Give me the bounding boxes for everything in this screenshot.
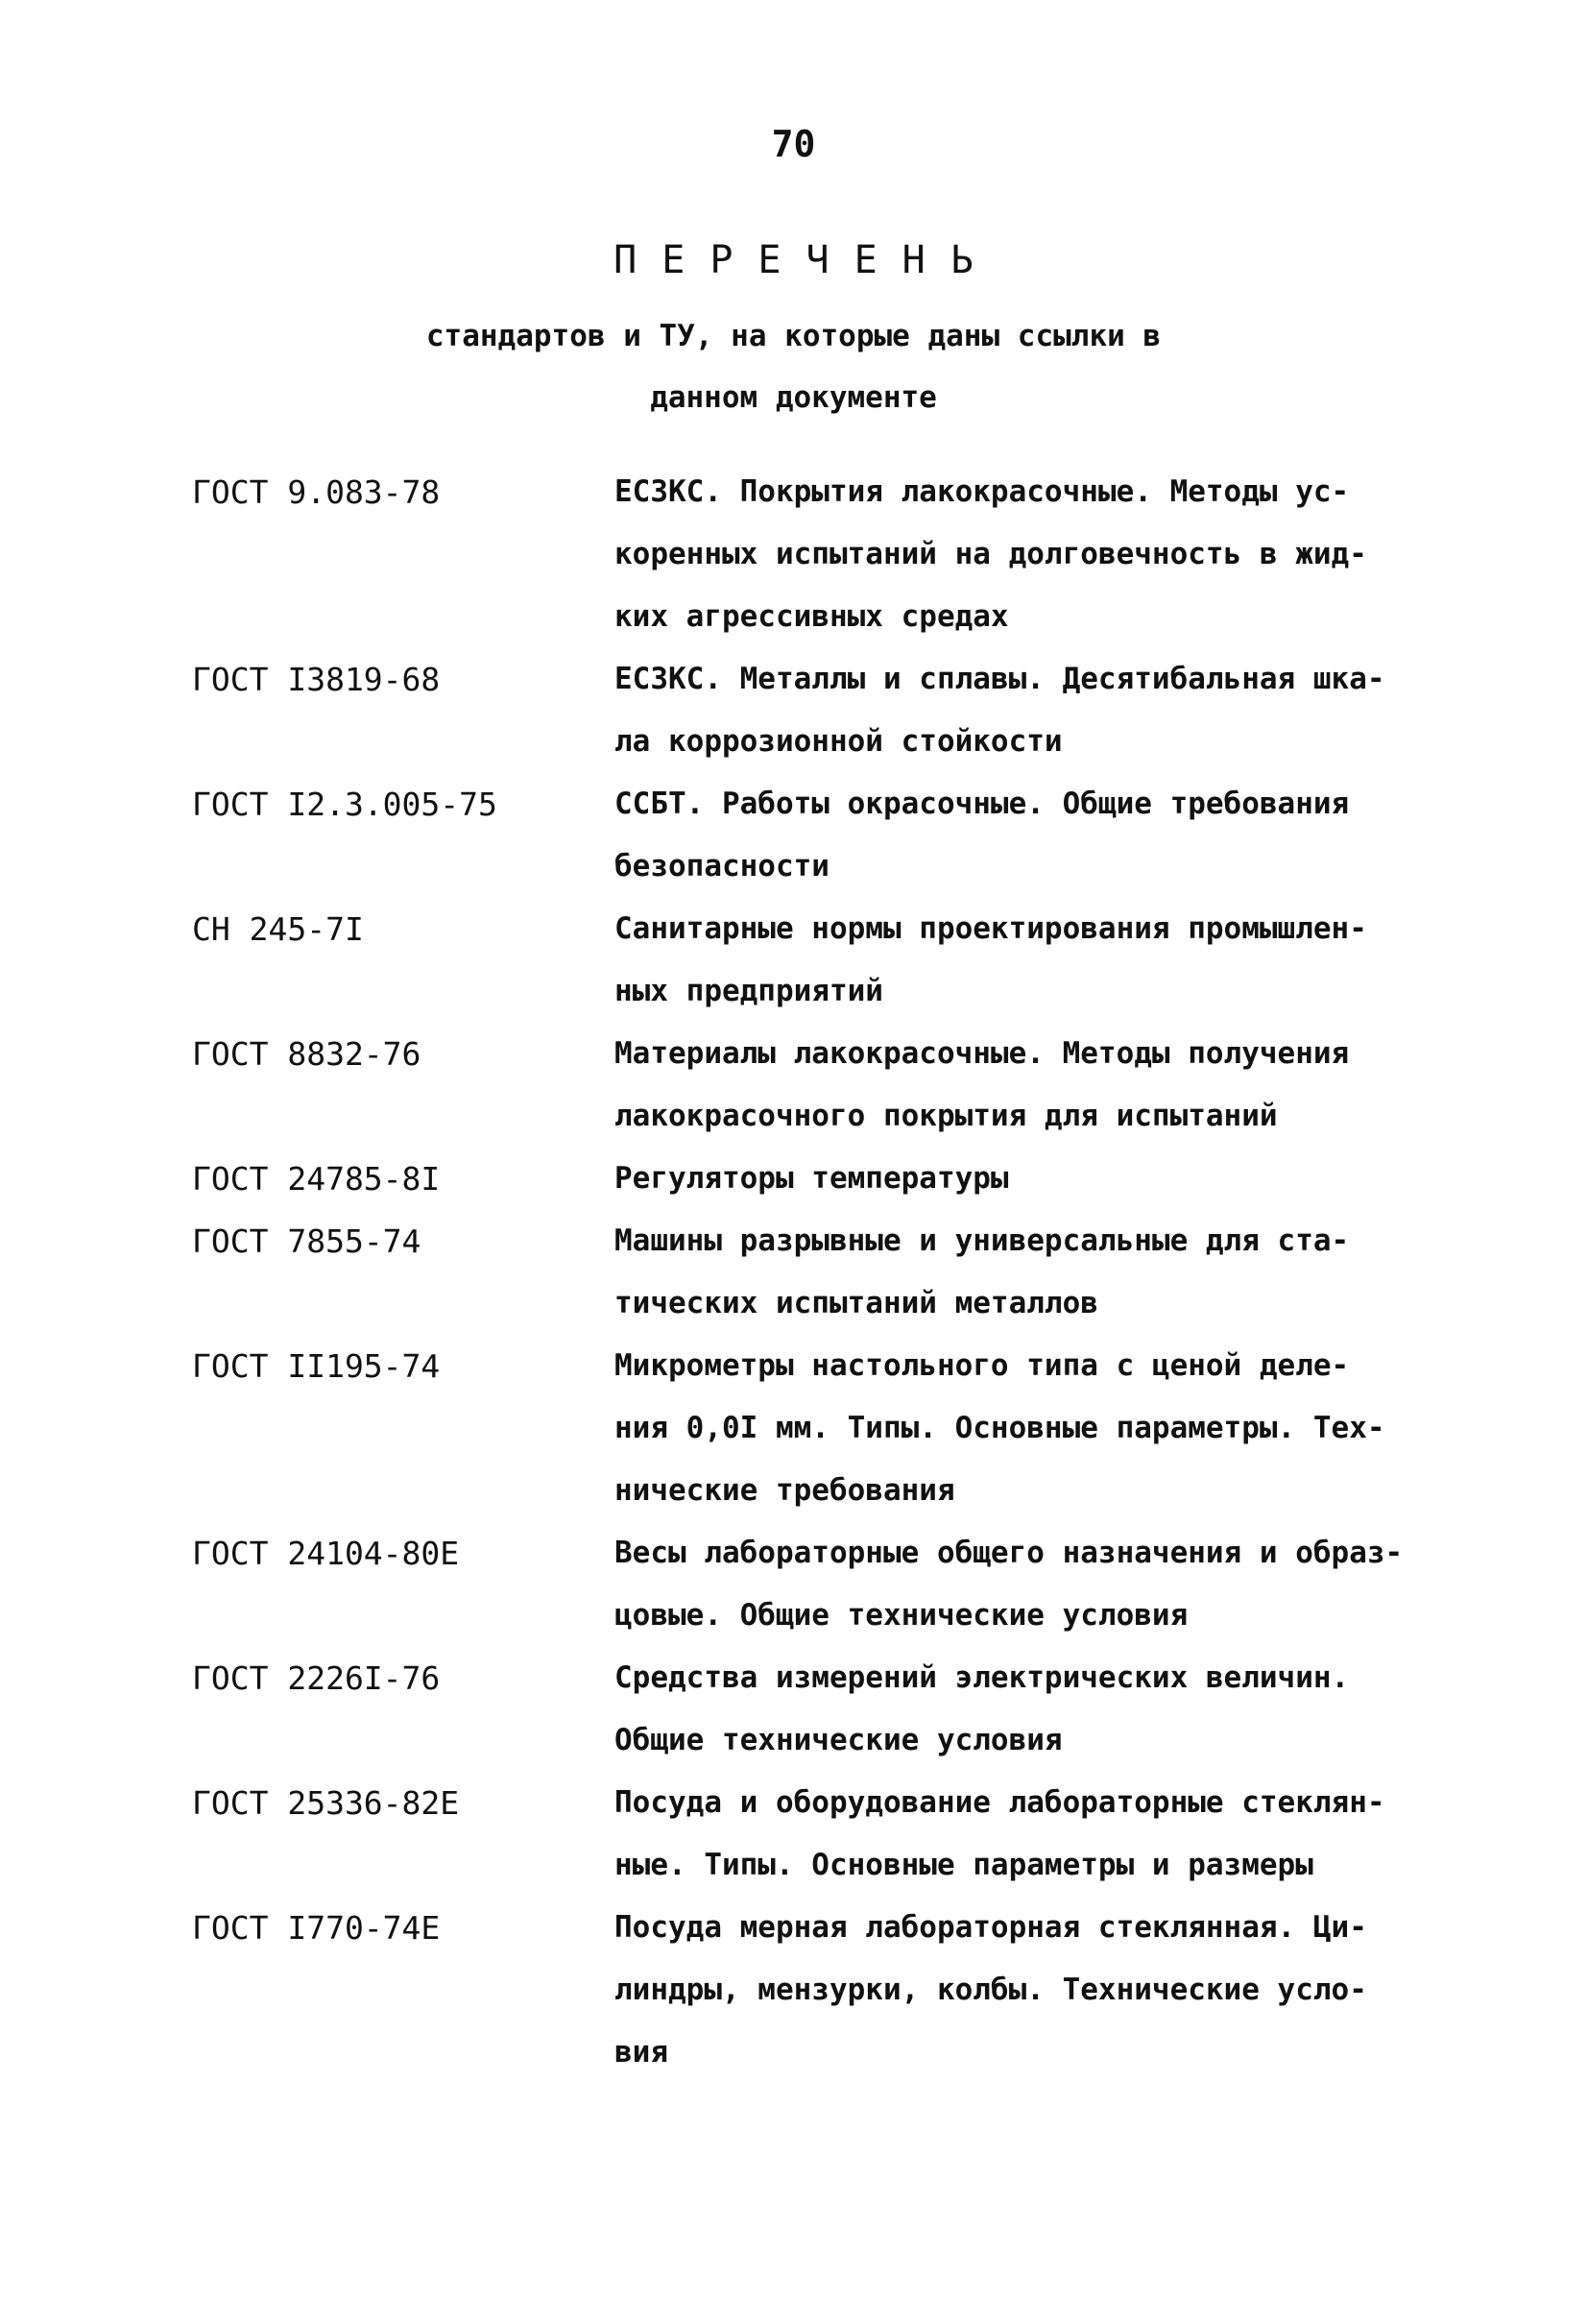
reference-description-line: ких агрессивных средах xyxy=(614,599,1009,634)
reference-description-line: нические требования xyxy=(614,1473,955,1508)
reference-code: ГОСТ 24785-8I xyxy=(192,1160,441,1198)
reference-row xyxy=(192,1522,1479,1647)
reference-description-line: Микрометры настольного типа с ценой деле- xyxy=(614,1348,1350,1383)
reference-row xyxy=(192,461,1479,648)
reference-description xyxy=(614,1772,1479,1897)
reference-description-line: ССБТ. Работы окрасочные. Общие требования xyxy=(614,787,1350,821)
reference-code: ГОСТ 7855-74 xyxy=(192,1223,421,1260)
reference-description xyxy=(614,1210,1479,1335)
reference-description-line: вия xyxy=(614,2035,668,2070)
references-list xyxy=(192,461,1479,2084)
reference-description xyxy=(614,1148,1479,1210)
reference-description-line: ния 0,0I мм. Типы. Основные параметры. Тех- xyxy=(614,1411,1385,1445)
page-number: 70 xyxy=(771,123,816,165)
reference-code: ГОСТ II195-74 xyxy=(192,1347,441,1385)
reference-description-line: Машины разрывные и универсальные для ста- xyxy=(614,1223,1350,1258)
reference-code: СН 245-7I xyxy=(192,910,364,948)
reference-description xyxy=(614,1647,1479,1772)
reference-row xyxy=(192,1148,1479,1210)
reference-description xyxy=(614,1023,1479,1148)
reference-code: ГОСТ I770-74Е xyxy=(192,1909,441,1947)
reference-row xyxy=(192,898,1479,1023)
reference-description xyxy=(614,1897,1479,2084)
reference-description-line: тических испытаний металлов xyxy=(614,1286,1098,1320)
reference-description-line: Общие технические условия xyxy=(614,1723,1063,1757)
reference-code: ГОСТ 25336-82Е xyxy=(192,1784,460,1822)
reference-code: ГОСТ I2.3.005-75 xyxy=(192,786,497,823)
page-title: ПЕРЕЧЕНЬ xyxy=(613,238,998,282)
reference-code: ГОСТ 24104-80Е xyxy=(192,1535,460,1572)
reference-code: ГОСТ 8832-76 xyxy=(192,1035,421,1073)
reference-description-line: Санитарные нормы проектирования промышлен- xyxy=(614,911,1367,946)
reference-row xyxy=(192,773,1479,898)
reference-row xyxy=(192,648,1479,773)
reference-description-line: ЕСЗКС. Металлы и сплавы. Десятибальная шка- xyxy=(614,662,1385,696)
subtitle xyxy=(0,305,1587,428)
reference-description xyxy=(614,1522,1479,1647)
reference-description xyxy=(614,461,1479,648)
subtitle-line: данном документе xyxy=(650,380,937,415)
reference-description-line: цовые. Общие технические условия xyxy=(614,1598,1189,1633)
subtitle-line: стандартов и ТУ, на которые даны ссылки в xyxy=(425,319,1162,353)
reference-description-line: ных предприятий xyxy=(614,974,883,1008)
reference-description-line: Посуда мерная лабораторная стеклянная. Ци- xyxy=(614,1910,1367,1945)
reference-row xyxy=(192,1647,1479,1772)
reference-row xyxy=(192,1772,1479,1897)
reference-description-line: Средства измерений электрических величин. xyxy=(614,1660,1350,1695)
reference-description-line: ЕСЗКС. Покрытия лакокрасочные. Методы ус- xyxy=(614,474,1350,509)
reference-description-line: Посуда и оборудование лабораторные стеклян- xyxy=(614,1785,1385,1820)
reference-row xyxy=(192,1210,1479,1335)
reference-description-line: Весы лабораторные общего назначения и образ- xyxy=(614,1536,1404,1570)
reference-row xyxy=(192,1897,1479,2084)
reference-description xyxy=(614,773,1479,898)
reference-description-line: коренных испытаний на долговечность в жид- xyxy=(614,537,1367,571)
reference-description-line: линдры, мензурки, колбы. Технические усло- xyxy=(614,1973,1367,2007)
reference-description-line: ные. Типы. Основные параметры и размеры xyxy=(614,1848,1313,1882)
reference-code: ГОСТ 9.083-78 xyxy=(192,473,441,511)
reference-description-line: Регуляторы температуры xyxy=(614,1161,1009,1196)
reference-description-line: ла коррозионной стойкости xyxy=(614,724,1063,759)
reference-description-line: лакокрасочного покрытия для испытаний xyxy=(614,1099,1278,1133)
reference-description-line: Материалы лакокрасочные. Методы получения xyxy=(614,1036,1350,1071)
reference-description xyxy=(614,1335,1479,1522)
reference-description xyxy=(614,898,1479,1023)
reference-description xyxy=(614,648,1479,773)
reference-row xyxy=(192,1335,1479,1522)
reference-code: ГОСТ I3819-68 xyxy=(192,661,441,698)
reference-row xyxy=(192,1023,1479,1148)
reference-description-line: безопасности xyxy=(614,849,830,884)
reference-code: ГОСТ 2226I-76 xyxy=(192,1659,441,1697)
